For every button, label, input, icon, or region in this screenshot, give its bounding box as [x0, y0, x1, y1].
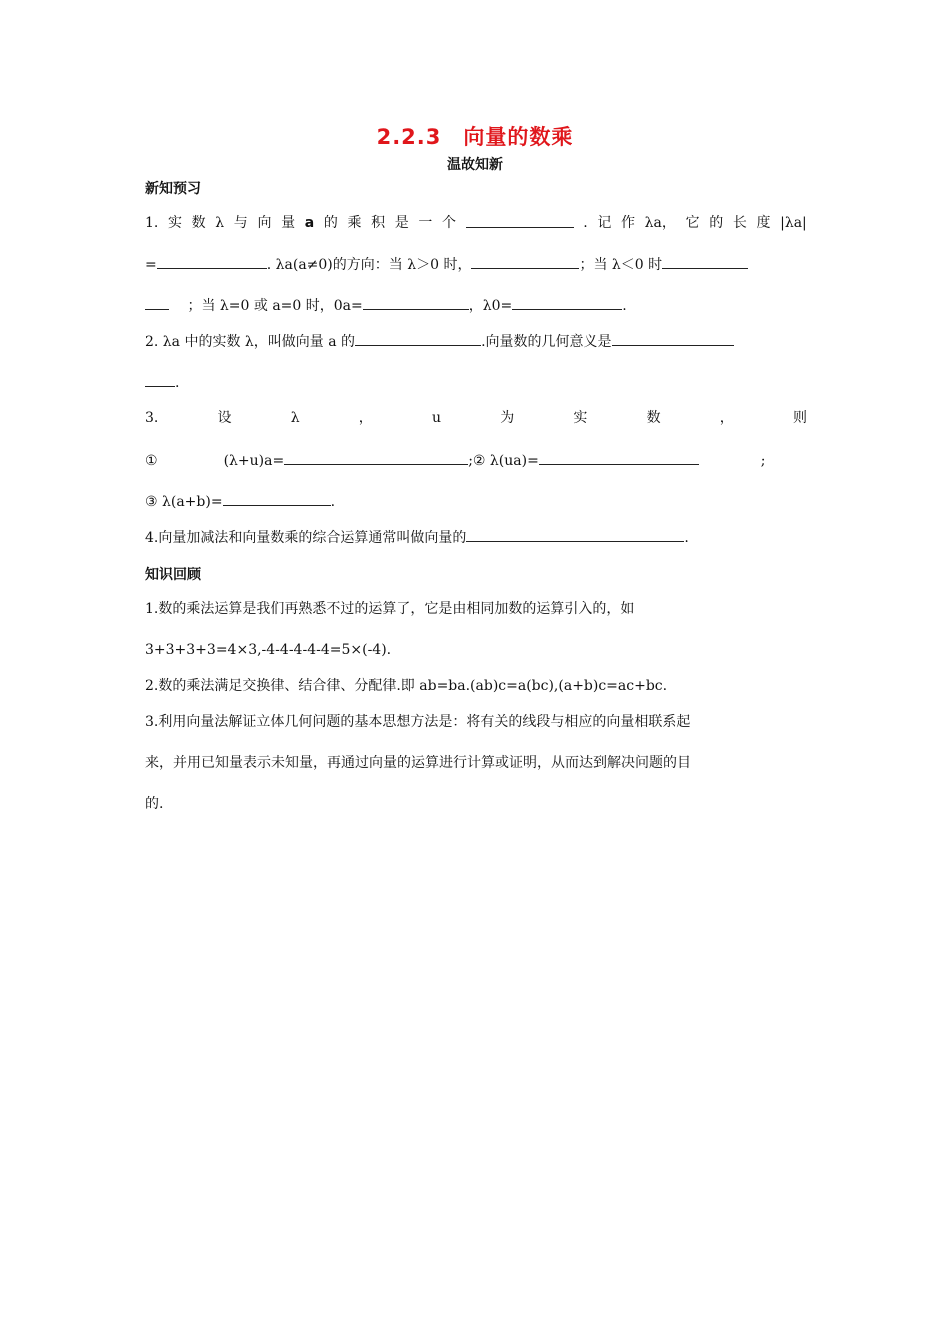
item1-line1 — [145, 213, 807, 233]
answer-blank[interactable] — [223, 491, 331, 506]
item2-text: . — [175, 375, 180, 391]
item3-word: 数 — [646, 410, 661, 426]
item4-text: 4.向量加减法和向量数乘的综合运算通常叫做向量的 — [145, 530, 467, 546]
review-item3-line3: 的. — [145, 796, 164, 812]
item4-text: . — [684, 530, 689, 546]
item1-word: 一 — [418, 215, 433, 231]
item1-word: 记 — [597, 215, 612, 231]
item1-line2 — [145, 254, 807, 274]
answer-blank[interactable] — [157, 254, 267, 269]
review-item1-line2: 3+3+3+3=4×3,-4-4-4-4-4=5×(-4). — [145, 642, 392, 658]
item1-word: 1. — [145, 215, 159, 231]
item3-text: (λ+u)a= — [223, 453, 285, 469]
item1-word: 积 — [371, 215, 386, 231]
item1-line3 — [145, 295, 807, 315]
item3-text: ; — [760, 453, 766, 469]
item3-text: ;② λ(ua)= — [468, 453, 539, 469]
item2-line2 — [145, 372, 807, 392]
item3-word: ， — [719, 410, 734, 426]
item3-word: 则 — [792, 410, 807, 426]
review-item3-line1: 3.利用向量法解证立体几何问题的基本思想方法是：将有关的线段与相应的向量相联系起 — [145, 714, 691, 730]
item1-word: 的 — [323, 215, 338, 231]
item1-word: 乘 — [347, 215, 362, 231]
item1-word: λa， — [644, 215, 676, 231]
item2-text: 2. λa 中的实数 λ，叫做向量 a 的 — [145, 334, 356, 350]
item1-text: ；当 λ=0 或 a=0 时，0a= — [187, 298, 363, 314]
item1-word: 是 — [394, 215, 409, 231]
item1-text: . — [622, 298, 627, 314]
item1-word: a — [304, 215, 315, 231]
page-title: 2.2.3 向量的数乘 — [376, 125, 574, 149]
answer-blank[interactable] — [355, 331, 481, 346]
item3-text: . — [330, 494, 336, 510]
item3-word: 实 — [573, 410, 588, 426]
item1-word: 度 — [756, 215, 771, 231]
answer-blank[interactable] — [662, 254, 748, 269]
answer-blank[interactable] — [284, 450, 468, 465]
answer-blank[interactable] — [466, 213, 574, 228]
item3-text: ① — [145, 453, 158, 469]
page-subtitle: 温故知新 — [447, 157, 503, 173]
item3-line1 — [145, 408, 807, 428]
answer-blank[interactable] — [471, 254, 579, 269]
review-item1-line1: 1.数的乘法运算是我们再熟悉不过的运算了，它是由相同加数的运算引入的，如 — [145, 601, 635, 617]
answer-blank[interactable] — [512, 295, 622, 310]
answer-blank[interactable] — [466, 527, 684, 542]
item3-word: 设 — [217, 410, 232, 426]
item1-text: ；当 λ＜0 时 — [579, 257, 663, 273]
item3-word: 3. — [145, 410, 159, 426]
section-heading-preview: 新知预习 — [145, 181, 201, 197]
item3-line2 — [145, 450, 807, 470]
item1-word: 量 — [281, 215, 296, 231]
answer-blank[interactable] — [363, 295, 469, 310]
item3-text: ③ λ(a+b)= — [145, 494, 223, 510]
answer-blank[interactable] — [145, 372, 175, 387]
item1-word: 向 — [257, 215, 272, 231]
item1-word: 长 — [732, 215, 747, 231]
item3-line3 — [145, 491, 807, 511]
answer-blank[interactable] — [145, 295, 169, 310]
review-item3-line2: 来，并用已知量表示未知量，再通过向量的运算进行计算或证明，从而达到解决问题的目 — [145, 755, 691, 771]
item1-word: 它 — [685, 215, 700, 231]
item3-word: ， — [358, 410, 373, 426]
item1-word: 个 — [442, 215, 457, 231]
item1-text: = — [145, 257, 157, 273]
item1-word: |λa| — [780, 215, 807, 231]
item1-word: 的 — [709, 215, 724, 231]
item2-line1 — [145, 331, 807, 351]
section-heading-review: 知识回顾 — [145, 567, 201, 583]
item1-word: 实 — [168, 215, 182, 231]
item1-word: λ — [215, 215, 225, 231]
item3-word: λ — [290, 410, 300, 426]
item1-text: . λa(a≠0)的方向：当 λ＞0 时， — [266, 257, 472, 273]
item1-word: 作 — [621, 215, 636, 231]
item3-word: 为 — [500, 410, 515, 426]
item1-text: ，λ0= — [468, 298, 513, 314]
item1-word: 与 — [233, 215, 248, 231]
answer-blank[interactable] — [612, 331, 734, 346]
item1-word: 数 — [191, 215, 206, 231]
item3-word: u — [431, 410, 442, 426]
review-item2: 2.数的乘法满足交换律、结合律、分配律.即 ab=ba.(ab)c=a(bc),(a+b)c=ac+bc. — [145, 678, 668, 694]
item4-line — [145, 527, 807, 547]
item2-text: .向量数的几何意义是 — [481, 334, 612, 350]
item1-word: . — [583, 215, 588, 231]
answer-blank[interactable] — [539, 450, 699, 465]
